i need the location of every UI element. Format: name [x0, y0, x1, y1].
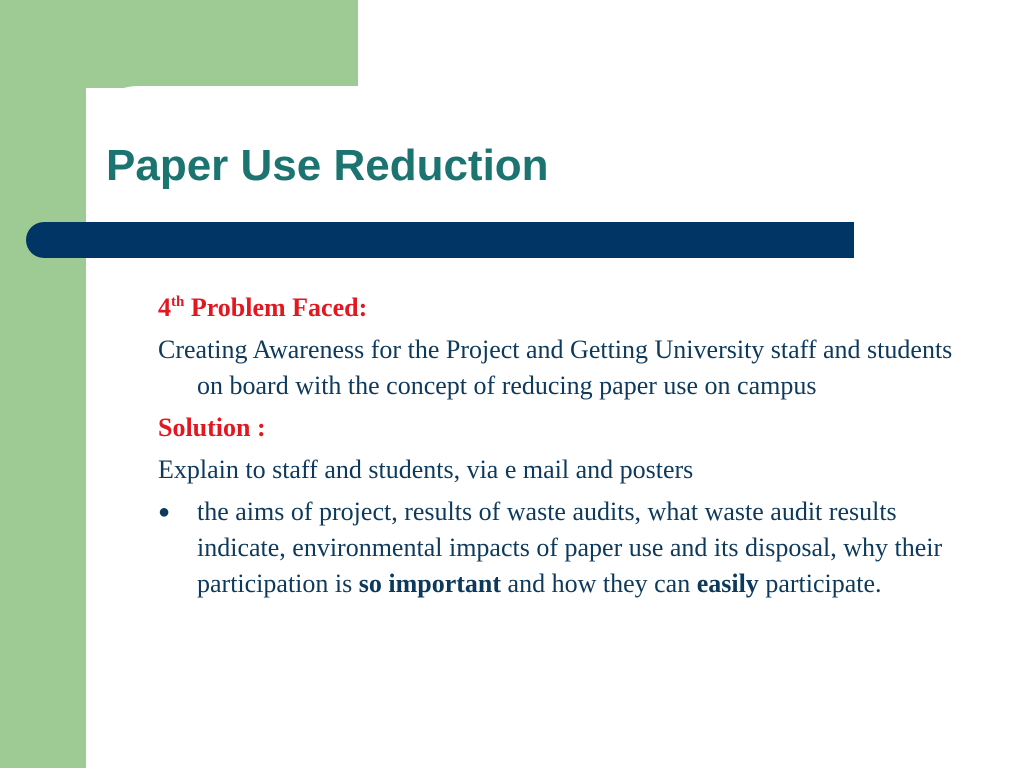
problem-number-suffix: th	[171, 294, 185, 310]
side-decoration-band	[0, 0, 86, 768]
bullet-text-part3: participate.	[758, 569, 882, 598]
bullet-text-part1: the aims of project, results of waste audits, what waste audit results indicate, environmental impacts of paper use and its disposal, why their participation is	[197, 497, 943, 598]
slide-title: Paper Use Reduction	[106, 141, 549, 190]
bullet-emphasis-easily: easily	[696, 569, 759, 598]
bullet-dot-icon: ●	[158, 501, 171, 523]
slide-content	[158, 290, 958, 602]
bullet-text-part2: and how they can	[501, 569, 697, 598]
problem-number: 4	[158, 293, 171, 322]
problem-heading	[158, 290, 958, 326]
title-underline-bar	[26, 222, 854, 258]
top-decoration-band	[0, 0, 358, 88]
bullet-text	[197, 494, 958, 602]
solution-heading: Solution :	[158, 413, 266, 442]
bullet-emphasis-so-important: so important	[358, 569, 502, 598]
problem-heading-text: Problem Faced:	[190, 293, 368, 322]
bullet-item	[158, 494, 958, 602]
problem-description: Creating Awareness for the Project and Getting University staff and students on board with the concept of reducing paper use on campus	[158, 335, 953, 400]
solution-description: Explain to staff and students, via e mail and posters	[158, 455, 694, 484]
